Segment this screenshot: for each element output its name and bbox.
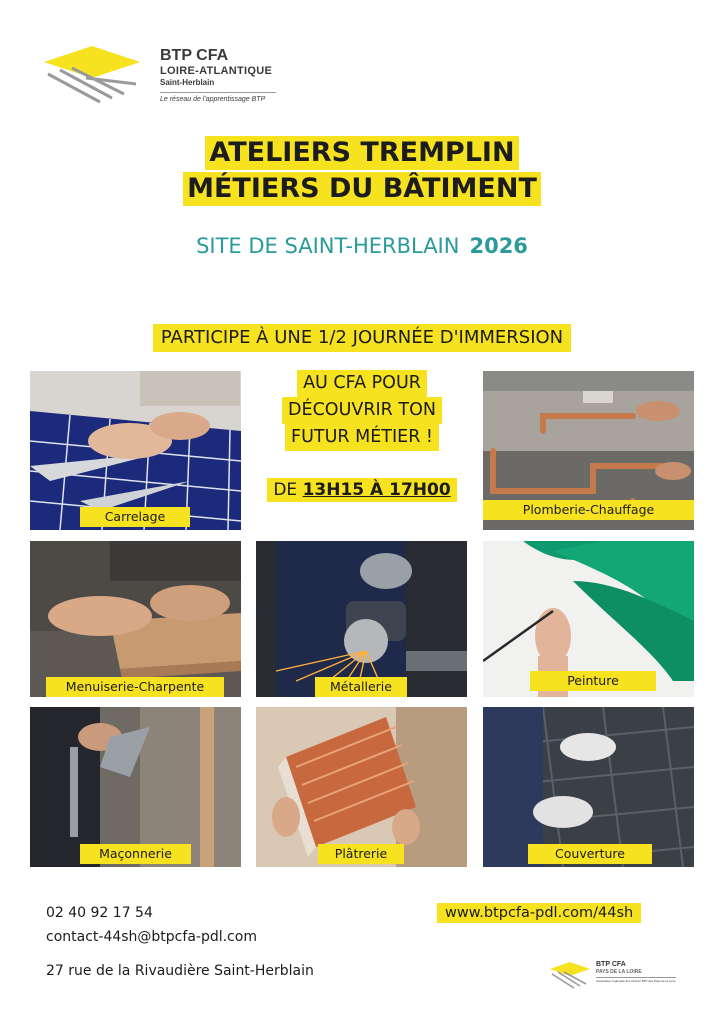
- immersion-banner: [0, 324, 724, 352]
- caption-couverture: Couverture: [528, 844, 652, 864]
- photo-metallerie: [256, 541, 467, 697]
- center-message: [262, 370, 462, 451]
- hours-prefix: DE: [273, 480, 298, 500]
- photo-menuiserie: [30, 541, 241, 697]
- logo-city: Saint-Herblain: [160, 78, 215, 87]
- caption-platrerie: Plâtrerie: [318, 844, 404, 864]
- caption-carrelage: Carrelage: [80, 507, 190, 527]
- subtitle: [0, 234, 724, 258]
- footer-logo-mark: [548, 960, 592, 990]
- btp-cfa-logo-mark: [40, 44, 145, 106]
- website-link-wrapper: [437, 902, 641, 923]
- title-block: [0, 136, 724, 206]
- center-line-3: FUTUR MÉTIER !: [285, 424, 439, 451]
- caption-peinture: Peinture: [530, 671, 656, 691]
- logo-divider: [160, 92, 276, 93]
- caption-plomberie: Plomberie-Chauffage: [483, 500, 694, 520]
- logo-title: BTP CFA: [160, 47, 229, 64]
- footer-logo: [548, 958, 678, 992]
- photo-platrerie: [256, 707, 467, 867]
- hours-block: [262, 478, 462, 502]
- footer-logo-region: PAYS DE LA LOIRE: [596, 969, 642, 975]
- site-name: SITE DE SAINT-HERBLAIN: [196, 234, 460, 258]
- address: 27 rue de la Rivaudière Saint-Herblain: [46, 963, 314, 979]
- title-line-1: ATELIERS TREMPLIN: [205, 136, 518, 170]
- year: 2026: [469, 234, 528, 258]
- center-line-1: AU CFA POUR: [297, 370, 427, 397]
- website-link[interactable]: www.btpcfa-pdl.com/44sh: [437, 903, 641, 923]
- caption-maconnerie: Maçonnerie: [80, 844, 191, 864]
- logo-region: LOIRE-ATLANTIQUE: [160, 65, 273, 77]
- email-link[interactable]: contact-44sh@btpcfa-pdl.com: [46, 929, 257, 945]
- title-line-2: MÉTIERS DU BÂTIMENT: [183, 172, 541, 206]
- logo-text: [160, 48, 276, 103]
- logo-tagline: Le réseau de l'apprentissage BTP: [160, 96, 266, 103]
- footer-logo-title: BTP CFA: [596, 961, 626, 968]
- phone-number[interactable]: 02 40 92 17 54: [46, 905, 153, 921]
- hours-range: 13H15 À 17H00: [302, 480, 451, 500]
- center-line-2: DÉCOUVRIR TON: [282, 397, 442, 424]
- photo-maconnerie: [30, 707, 241, 867]
- caption-metallerie: Métallerie: [315, 677, 407, 697]
- immersion-banner-text: PARTICIPE À UNE 1/2 JOURNÉE D'IMMERSION: [153, 324, 571, 352]
- caption-menuiserie: Menuiserie-Charpente: [46, 677, 224, 697]
- footer-logo-tagline: Association régionale des CFA du BTP des Pays de la Loire: [596, 979, 676, 983]
- photo-couverture: [483, 707, 694, 867]
- footer-logo-divider: [596, 977, 676, 978]
